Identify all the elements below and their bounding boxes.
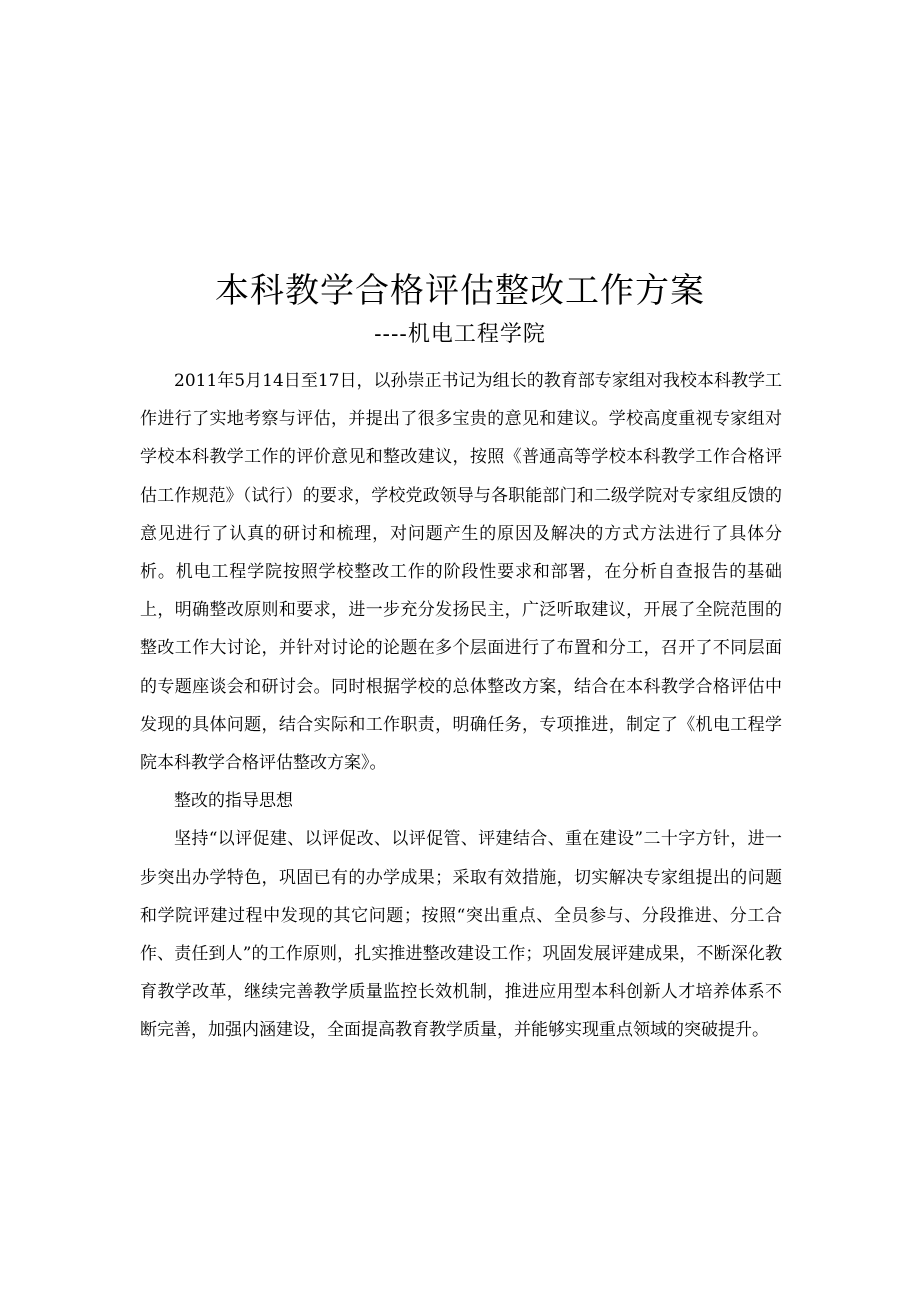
document-title: 本科教学合格评估整改工作方案 (215, 271, 705, 311)
paragraph-background: 2011年5月14日至17日，以孙崇正书记为组长的教育部专家组对我校本科教学工作进行了实地考察与评估，并提出了很多宝贵的意见和建议。学校高度重视专家组对学校本科教学工作的评价意见和整改建议，按照《普通高等学校本科教学工作合格评估工作规范》（试行）的要求，学校党政领导与各职能部门和二级学院对专家组反馈的意见进行了认真的研讨和梳理，对问题产生的原因及解决的方式方法进行了具体分析。机电工程学院按照学校整改工作的阶段性要求和部署，在分析自查报告的基础上，明确整改原则和要求，进一步充分发扬民主，广泛听取建议，开展了全院范围的整改工作大讨论，并针对讨论的论题在多个层面进行了布置和分工，召开了不同层面的专题座谈会和研讨会。同时根据学校的总体整改方案，结合在本科教学合格评估中发现的具体问题，结合实际和工作职责，明确任务，专项推进，制定了《机电工程学院本科教学合格评估整改方案》。 (140, 371, 782, 774)
section-heading-guiding-ideology: 整改的指导思想 (174, 791, 293, 812)
document-subtitle: ----机电工程学院 (374, 322, 546, 347)
paragraph-guiding-ideology: 坚持“以评促建、以评促改、以评促管、评建结合、重在建设”二十字方针，进一步突出办学特色，巩固已有的办学成果；采取有效措施，切实解决专家组提出的问题和学院评建过程中发现的其它问题；按照“突出重点、全员参与、分段推进、分工合作、责任到人”的工作原则，扎实推进整改建设工作；巩固发展评建成果，不断深化教育教学改革，继续完善教学质量监控长效机制，推进应用型本科创新人才培养体系不断完善，加强内涵建设，全面提高教育教学质量，并能够实现重点领域的突破提升。 (140, 829, 782, 1041)
document-body (140, 362, 782, 1050)
